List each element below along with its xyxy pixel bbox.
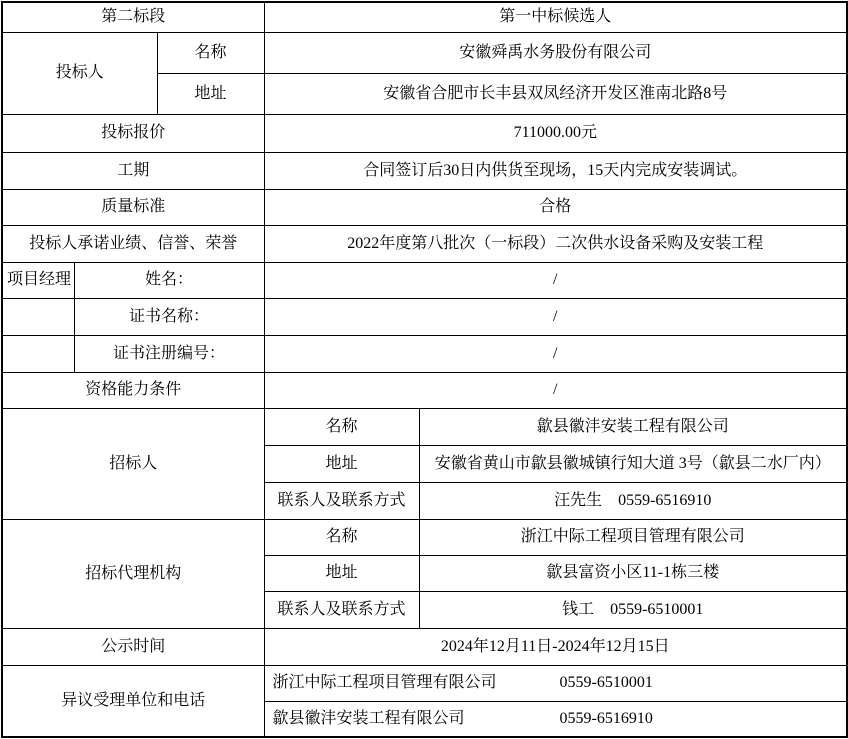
bidder-address-value-cell: 安徽省合肥市长丰县双凤经济开发区淮南北路8号 xyxy=(264,73,847,114)
pm-name-value-cell: / xyxy=(264,262,847,298)
quality-label-cell: 质量标准 xyxy=(2,189,264,225)
agency-name-value-cell: 浙江中际工程项目管理有限公司 xyxy=(419,519,847,555)
pm-name-label-cell: 姓名： xyxy=(74,262,264,298)
bid-price-value-cell: 711000.00元 xyxy=(264,114,847,152)
publicity-time-value-cell: 2024年12月11日-2024年12月15日 xyxy=(264,628,847,665)
duration-value-cell: 合同签订后30日内供货至现场，15天内完成安装调试。 xyxy=(264,152,847,189)
tenderer-name-value-cell: 歙县徽沣安装工程有限公司 xyxy=(419,408,847,445)
publicity-time-label-cell: 公示时间 xyxy=(2,628,264,665)
quality-value-cell: 合格 xyxy=(264,189,847,225)
promise-value-cell: 2022年度第八批次（一标段）二次供水设备采购及安装工程 xyxy=(264,225,847,262)
section-label-cell: 第二标段 xyxy=(2,2,264,32)
tenderer-address-value-cell: 安徽省黄山市歙县徽城镇行知大道 3号（歙县二水厂内） xyxy=(419,445,847,482)
objection-entry-cell xyxy=(264,665,847,701)
candidate-header-cell: 第一中标候选人 xyxy=(264,2,847,32)
objection-phone: 0559-6516910 xyxy=(559,709,653,727)
pm-cert-no-label-cell: 证书注册编号： xyxy=(74,335,264,372)
bidder-name-value-cell: 安徽舜禹水务股份有限公司 xyxy=(264,32,847,73)
objection-entry-cell xyxy=(264,701,847,737)
pm-cert-no-value-cell: / xyxy=(264,335,847,372)
bid-price-label-cell: 投标报价 xyxy=(2,114,264,152)
agency-address-value-cell: 歙县富资小区11-1栋三楼 xyxy=(419,555,847,591)
project-manager-label-cell: 项目经理 xyxy=(2,262,74,298)
objection-entry-line xyxy=(269,673,843,693)
agency-name-label-cell: 名称 xyxy=(264,519,419,555)
agency-label-cell: 招标代理机构 xyxy=(2,519,264,628)
objection-entry-line xyxy=(269,709,843,729)
objection-label-cell: 异议受理单位和电话 xyxy=(2,665,264,737)
agency-contact-value-cell: 钱工 0559-6510001 xyxy=(419,591,847,628)
objection-phone: 0559-6510001 xyxy=(559,674,653,691)
tenderer-address-label-cell: 地址 xyxy=(264,445,419,482)
promise-label-cell: 投标人承诺业绩、信誉、荣誉 xyxy=(2,225,264,262)
bidder-name-label-cell: 名称 xyxy=(157,32,264,73)
bid-result-table xyxy=(1,1,848,738)
bidder-label-cell: 投标人 xyxy=(2,32,157,114)
objection-org: 歙县徽沣安装工程有限公司 xyxy=(272,709,465,727)
pm-empty-cell xyxy=(2,335,74,372)
tenderer-contact-label-cell: 联系人及联系方式 xyxy=(264,482,419,519)
pm-empty-cell xyxy=(2,298,74,335)
bidder-address-label-cell: 地址 xyxy=(157,73,264,114)
tenderer-label-cell: 招标人 xyxy=(2,408,264,519)
agency-address-label-cell: 地址 xyxy=(264,555,419,591)
tenderer-contact-value-cell: 汪先生 0559-6516910 xyxy=(419,482,847,519)
objection-org: 浙江中际工程项目管理有限公司 xyxy=(272,674,497,691)
tenderer-name-label-cell: 名称 xyxy=(264,408,419,445)
qualification-value-cell: / xyxy=(264,372,847,408)
qualification-label-cell: 资格能力条件 xyxy=(2,372,264,408)
pm-cert-name-label-cell: 证书名称： xyxy=(74,298,264,335)
pm-cert-name-value-cell: / xyxy=(264,298,847,335)
duration-label-cell: 工期 xyxy=(2,152,264,189)
agency-contact-label-cell: 联系人及联系方式 xyxy=(264,591,419,628)
